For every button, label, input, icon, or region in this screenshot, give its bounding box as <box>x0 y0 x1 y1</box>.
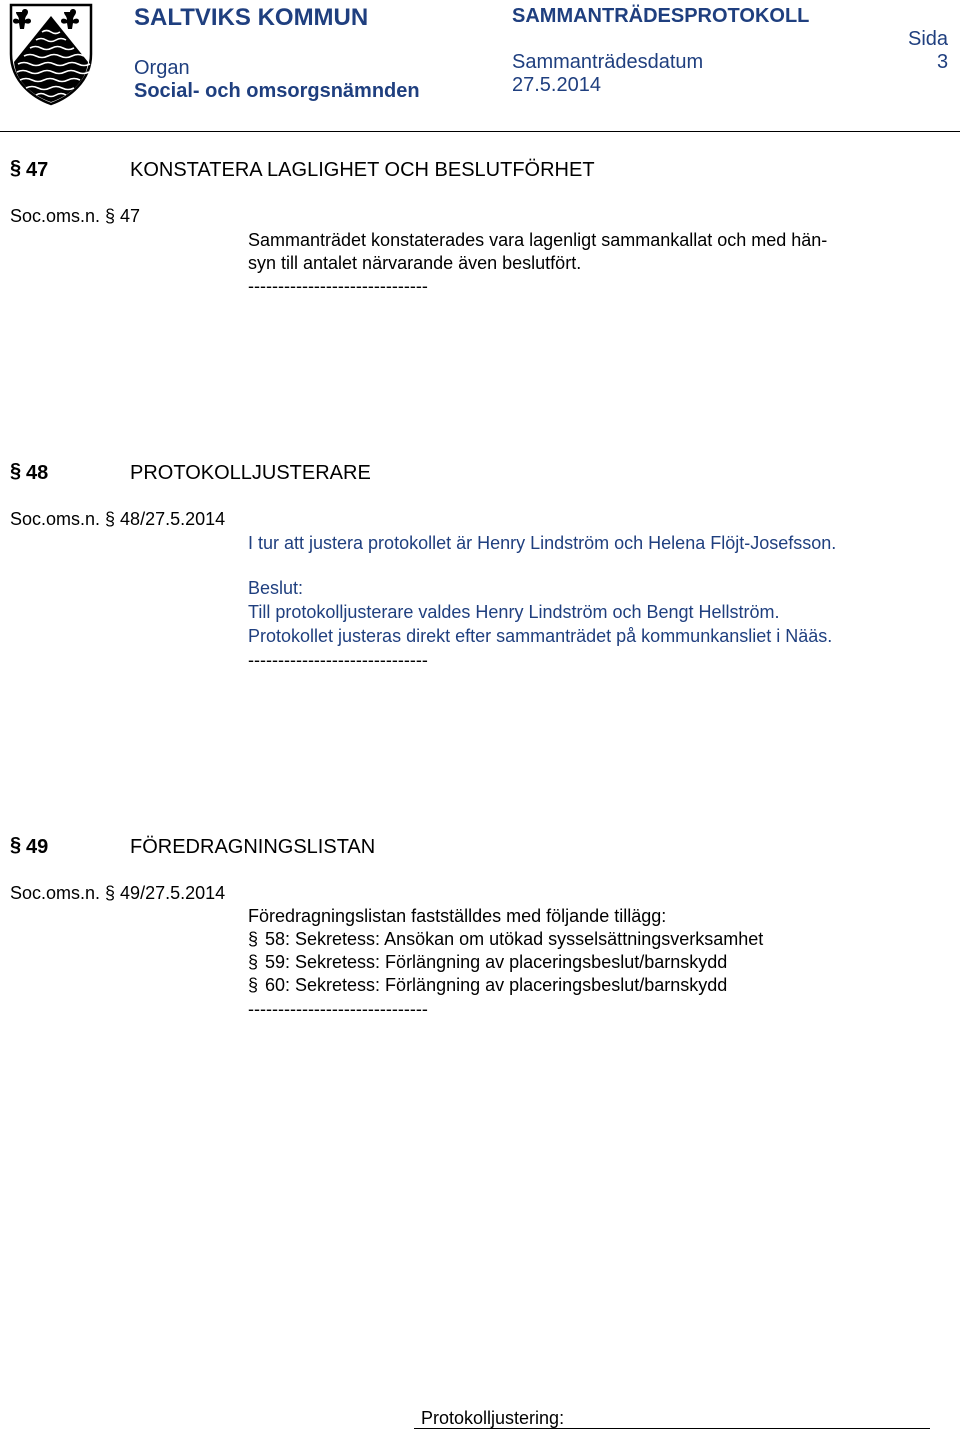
section-symbol: § <box>248 929 259 949</box>
meeting-date-label: Sammanträdesdatum <box>512 51 704 73</box>
section-number: 47 <box>26 159 49 181</box>
meeting-date-value: 27.5.2014 <box>512 74 601 96</box>
section-divider: ------------------------------ <box>248 276 428 296</box>
section-title: KONSTATERA LAGLIGHET OCH BESLUTFÖRHET <box>130 159 595 181</box>
section-reference: Soc.oms.n. § 47 <box>10 206 141 226</box>
addition-text: 60: Sekretess: Förlängning av placeringsbeslut/barnskydd <box>265 975 728 995</box>
header-divider <box>0 131 960 132</box>
section-symbol: § <box>10 157 22 179</box>
section-body-line: I tur att justera protokollet är Henry Lindström och Helena Flöjt-Josefsson. <box>248 533 837 553</box>
addition-item <box>248 975 727 996</box>
decision-line: Protokollet justeras direkt efter sammanträdet på kommunkansliet i Nääs. <box>248 626 833 646</box>
organ-label: Organ <box>134 57 190 79</box>
addition-item <box>248 952 727 973</box>
section-symbol: § <box>10 460 22 482</box>
section-body-line: Föredragningslistan fastställdes med följande tillägg: <box>248 906 667 926</box>
section-title: FÖREDRAGNINGSLISTAN <box>130 836 376 858</box>
decision-label: Beslut: <box>248 578 304 598</box>
addition-item <box>248 929 763 950</box>
section-symbol: § <box>248 975 259 995</box>
section-number: 48 <box>26 462 49 484</box>
section-body-line: syn till antalet närvarande även beslutfört. <box>248 253 582 273</box>
addition-text: 59: Sekretess: Förlängning av placeringsbeslut/barnskydd <box>265 952 728 972</box>
section-divider: ------------------------------ <box>248 999 428 1019</box>
section-symbol: § <box>248 952 259 972</box>
section-number: 49 <box>26 836 49 858</box>
signature-label: Protokolljustering: <box>421 1408 565 1428</box>
municipality-name: SALTVIKS KOMMUN <box>134 4 369 31</box>
section-body-line: Sammanträdet konstaterades vara lagenligt sammankallat och med hän- <box>248 230 828 250</box>
section-symbol: § <box>10 834 22 856</box>
decision-line: Till protokolljusterare valdes Henry Lindström och Bengt Hellström. <box>248 602 780 622</box>
organ-value: Social- och omsorgsnämnden <box>134 80 420 102</box>
document-title: SAMMANTRÄDESPROTOKOLL <box>512 5 810 27</box>
section-divider: ------------------------------ <box>248 650 428 670</box>
section-title: PROTOKOLLJUSTERARE <box>130 462 371 484</box>
addition-text: 58: Sekretess: Ansökan om utökad sysselsättningsverksamhet <box>265 929 764 949</box>
section-reference: Soc.oms.n. § 48/27.5.2014 <box>10 509 226 529</box>
section-reference: Soc.oms.n. § 49/27.5.2014 <box>10 883 226 903</box>
page-number: 3 <box>937 51 949 73</box>
page-label: Sida <box>908 28 949 50</box>
signature-line <box>414 1428 930 1429</box>
municipality-coat-of-arms-logo <box>8 2 94 106</box>
